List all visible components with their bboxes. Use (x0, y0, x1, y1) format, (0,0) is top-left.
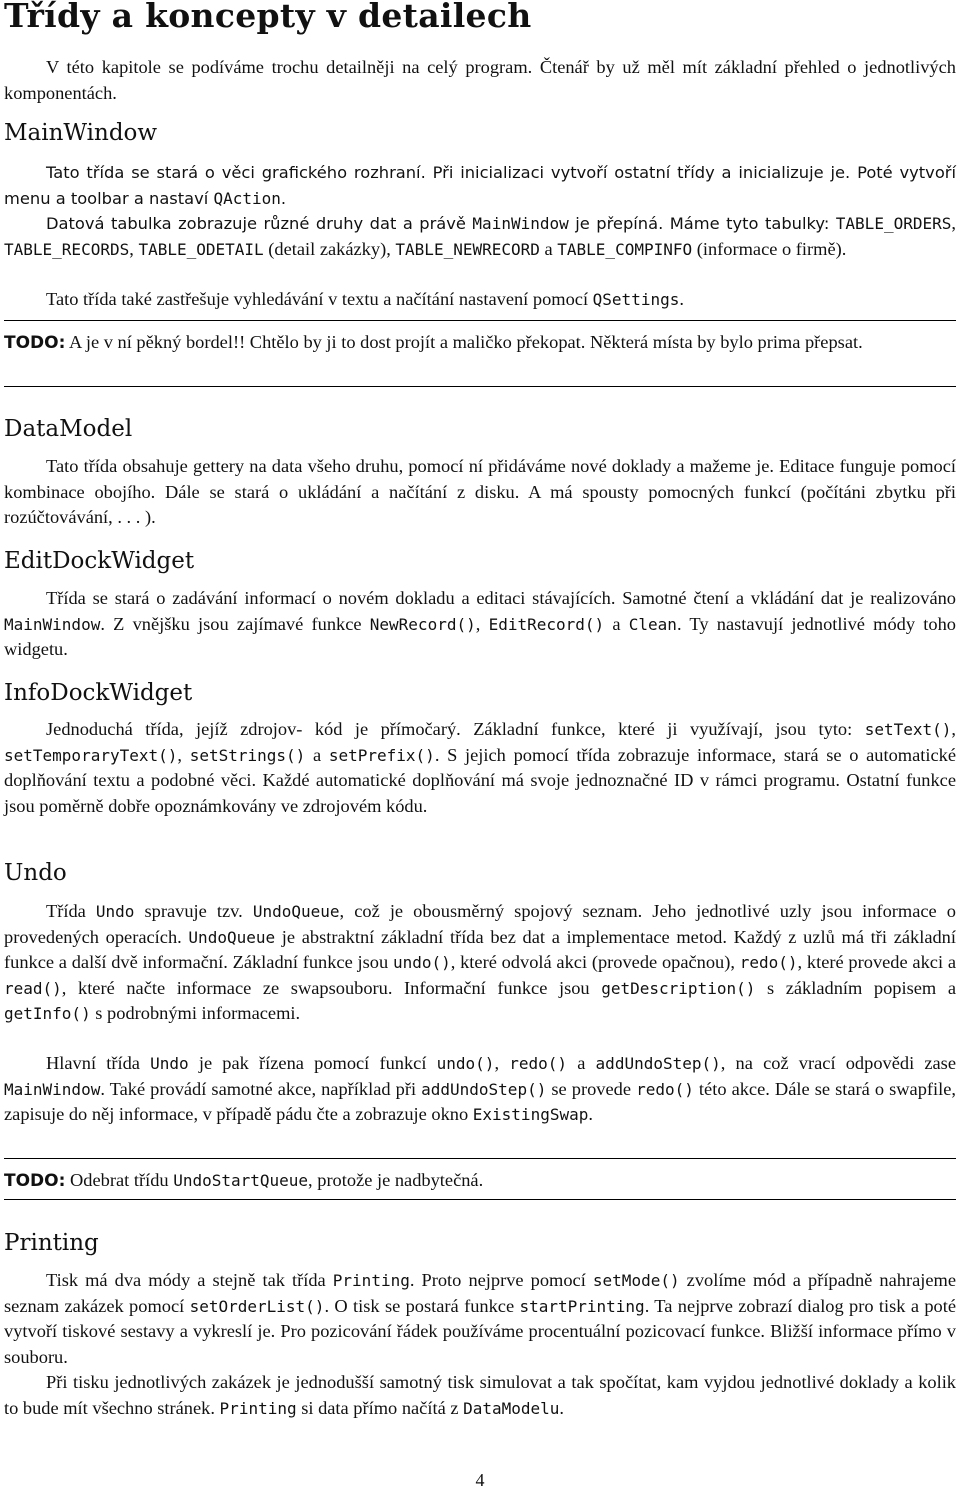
code-getinfo: getInfo() (4, 1004, 91, 1023)
text-run: . O tisk se postará funkce (324, 1295, 520, 1316)
section-heading-printing: Printing (4, 1230, 99, 1256)
code-undoqueue: UndoQueue (188, 927, 276, 947)
text-run: je přepíná. Máme tyto tabulky: (568, 214, 836, 233)
code-undo: Undo (95, 902, 135, 921)
text-run: , což je obousměrný spojový seznam. Jeho jednotlivé uzly jsou informace o provedených operacích. (4, 901, 956, 947)
text-run: se provede (546, 1078, 637, 1099)
todo-text: A je v ní pěkný bordel!! Chtělo by ji to dost projít a maličko překopat. Některá místa by bylo prima přepsat. (65, 332, 863, 352)
text-run: , (494, 1053, 510, 1073)
chapter-title: Třídy a koncepty v detailech (4, 0, 532, 35)
text-run: Tato třída také zastřešuje vyhledávání v textu a načítání nastavení pomocí (46, 289, 593, 309)
code-undoqueue: UndoQueue (252, 902, 340, 921)
page-number: 4 (475, 1470, 485, 1490)
editdock-paragraph (4, 586, 956, 663)
text-run: Tato třída obsahuje gettery na data všeho druhu, pomocí ní přidáváme nové doklady a mažeme je. Editace funguje pomocí kombinace obojího. Dále se stará o ukládání a načítání z disku. A má spousty pomocných funkcí (počítáni zbytku při rozúčtovávání, . . . ). (4, 456, 956, 527)
text-run: Třída se stará o zadávání informací o novém dokladu a editaci stávajících. Samotné čtení a vkládání dat je realizováno (46, 588, 956, 608)
code-table-newrecord: TABLE_NEWRECORD (395, 239, 540, 259)
todo-bottom-rule (4, 1199, 956, 1200)
undo-paragraph-2 (4, 1051, 956, 1128)
code-editrecord: EditRecord() (488, 614, 605, 634)
text-run: Tisk má dva módy a stejně tak třída (46, 1270, 333, 1290)
text-run: , (951, 719, 956, 739)
code-printing: Printing (332, 1271, 410, 1290)
code-setmode: setMode() (592, 1271, 680, 1290)
text-run: a (305, 744, 329, 765)
text-run: , které provede akci a (797, 952, 956, 972)
text-run: Při tisku jednotlivých zakázek je jednodušší samotný tisk simulovat a tak spočítat, kam vyjdou jednotlivé doklady a kolik to bude mít všechno stránek. (4, 1372, 956, 1418)
text-run: , (475, 613, 489, 634)
code-undo-fn: undo() (436, 1054, 495, 1073)
code-addundostep: addUndoStep() (421, 1079, 547, 1099)
mainwindow-paragraph-3 (4, 287, 956, 313)
code-redo-fn: redo() (739, 953, 798, 972)
text-run: . Ta nejprve zobrazí dialog pro tisk a poté vytvoří tiskové sestavy a vykreslí je. Pro pozicování řádek používáme procentuální pozicovací funkce. Bližší informace přímo v souboru. (4, 1295, 957, 1367)
text-run: . Z vnějšku jsou zajímavé funkce (100, 613, 370, 634)
text-run: . S jejich pomocí třída zobrazuje informace, stará se o automatické doplňování textu a podobné věci. Každé automatické doplňování má svoje jednoznačné ID v rámci programu. Ostatní funkce jsou poměrně dobře opoznámkovány ve zdrojovém kódu. (4, 744, 956, 816)
code-datamodelu: DataModelu (463, 1398, 560, 1418)
section-heading-mainwindow: MainWindow (4, 120, 158, 146)
code-undo-fn: undo() (392, 953, 451, 972)
code-getdescription: getDescription() (601, 978, 756, 998)
intro-paragraph (4, 55, 956, 106)
text-run: je abstraktní základní třída bez dat a implementace metod. Každý z uzlů má tři základní funkce a další dvě informační. Základní funkce jsou (4, 926, 956, 972)
todo-top-rule (4, 1158, 956, 1159)
text-run: . (559, 1397, 565, 1418)
code-setstrings: setStrings() (189, 745, 306, 765)
text-run: (informace o firmě). (692, 238, 847, 259)
text-run: . Proto nejprve pomocí (409, 1270, 593, 1290)
mainwindow-paragraph-2 (4, 211, 956, 262)
text-run: si data přímo načítá z (296, 1397, 464, 1418)
todo-bottom-rule (4, 386, 956, 387)
text-run: . Ty nastavují jednotlivé módy toho widgetu. (4, 613, 956, 659)
text-run: s základním popisem a (755, 977, 956, 998)
text-run: Jednoduchá třída, jejíž zdrojov- kód je přímočarý. Základní funkce, které ji využívají, jsou tyto: (46, 719, 865, 739)
text-run: , protože je nadbytečná. (308, 1170, 484, 1190)
todo-top-rule (4, 320, 956, 321)
code-undostartqueue: UndoStartQueue (173, 1171, 309, 1190)
text-run: , (951, 213, 956, 233)
text-run: s podrobnými informacemi. (90, 1003, 301, 1023)
printing-paragraph-1 (4, 1268, 956, 1370)
section-heading-infodockwidget: InfoDockWidget (4, 680, 193, 706)
text-run: . (588, 1104, 593, 1124)
datamodel-paragraph (4, 454, 956, 531)
code-table-compinfo: TABLE_COMPINFO (557, 239, 693, 259)
text-run: , které odvolá akci (provede opačnou), (450, 952, 740, 972)
text-run: , na což vrací odpovědi zase (720, 1053, 957, 1073)
section-heading-datamodel: DataModel (4, 416, 133, 442)
text-run: , (177, 744, 190, 765)
code-qaction: QAction (213, 188, 281, 208)
text-run: a (567, 1053, 596, 1073)
mainwindow-paragraph-1 (4, 160, 956, 211)
text-run: Odebrat třídu (65, 1170, 174, 1190)
code-table-orders: TABLE_ORDERS (835, 214, 952, 233)
code-printing: Printing (219, 1398, 297, 1418)
code-existingswap: ExistingSwap (472, 1105, 589, 1124)
text-run: Tato třída se stará o věci grafického rozhraní. Při inicializaci vytvoří ostatní třídy a inicializuje je. Poté vytvoří menu a toolbar a nastaví (4, 163, 956, 208)
todo-note-undo (4, 1168, 956, 1195)
text-run: . (679, 289, 684, 309)
text-run: , (129, 238, 139, 259)
code-read-fn: read() (4, 978, 62, 998)
code-table-records: TABLE_RECORDS (4, 239, 130, 259)
code-settext: setText() (864, 720, 952, 739)
code-mainwindow: MainWindow (472, 214, 569, 233)
section-heading-undo: Undo (4, 860, 67, 886)
text-run: spravuje tzv. (134, 901, 253, 921)
section-heading-editdockwidget: EditDockWidget (4, 548, 195, 574)
code-setorderlist: setOrderList() (189, 1296, 325, 1316)
text-run: . Také provádí samotné akce, například při (100, 1078, 422, 1099)
text-run: je pak řízena pomocí funkcí (188, 1053, 437, 1073)
text-run: a (604, 613, 629, 634)
text-run: . (280, 188, 287, 208)
code-redo-fn: redo() (636, 1079, 694, 1099)
code-mainwindow: MainWindow (4, 614, 101, 634)
text-run: této akce. Dále se stará o swapfile, zapisuje do něj informace, v případě pádu čte a zobrazuje okno (4, 1078, 956, 1124)
code-qsettings: QSettings (592, 290, 680, 309)
text-run: a (539, 238, 558, 259)
todo-note-mainwindow (4, 330, 956, 357)
code-mainwindow: MainWindow (4, 1079, 101, 1099)
code-clean: Clean (628, 614, 677, 634)
code-undo: Undo (150, 1054, 189, 1073)
text-run: zvolíme mód a případně nahrajeme seznam zakázek pomocí (4, 1270, 956, 1316)
undo-paragraph-1 (4, 899, 956, 1027)
code-redo-fn: redo() (509, 1054, 568, 1073)
code-addundostep: addUndoStep() (595, 1054, 721, 1073)
printing-paragraph-2 (4, 1370, 956, 1421)
code-newrecord: NewRecord() (369, 614, 476, 634)
text-run: Třída (46, 901, 96, 921)
intro-text: V této kapitole se podíváme trochu detailněji na celý program. Čtenář by už měl mít základní přehled o jednotlivých komponentách. (4, 57, 956, 103)
code-settemporarytext: setTemporaryText() (4, 745, 178, 765)
code-table-odetail: TABLE_ODETAIL (138, 239, 264, 259)
todo-label: TODO: (4, 333, 66, 353)
text-run: , které načte informace ze swapsouboru. Informační funkce jsou (61, 977, 602, 998)
text-run: (detail zakázky), (263, 238, 396, 259)
text-run: Hlavní třída (46, 1053, 151, 1073)
text-run: Datová tabulka zobrazuje různé druhy dat a právě (46, 214, 473, 233)
code-startprinting: startPrinting (519, 1296, 645, 1316)
code-setprefix: setPrefix() (328, 745, 435, 765)
infodock-paragraph (4, 717, 956, 819)
todo-label: TODO: (4, 1171, 66, 1191)
